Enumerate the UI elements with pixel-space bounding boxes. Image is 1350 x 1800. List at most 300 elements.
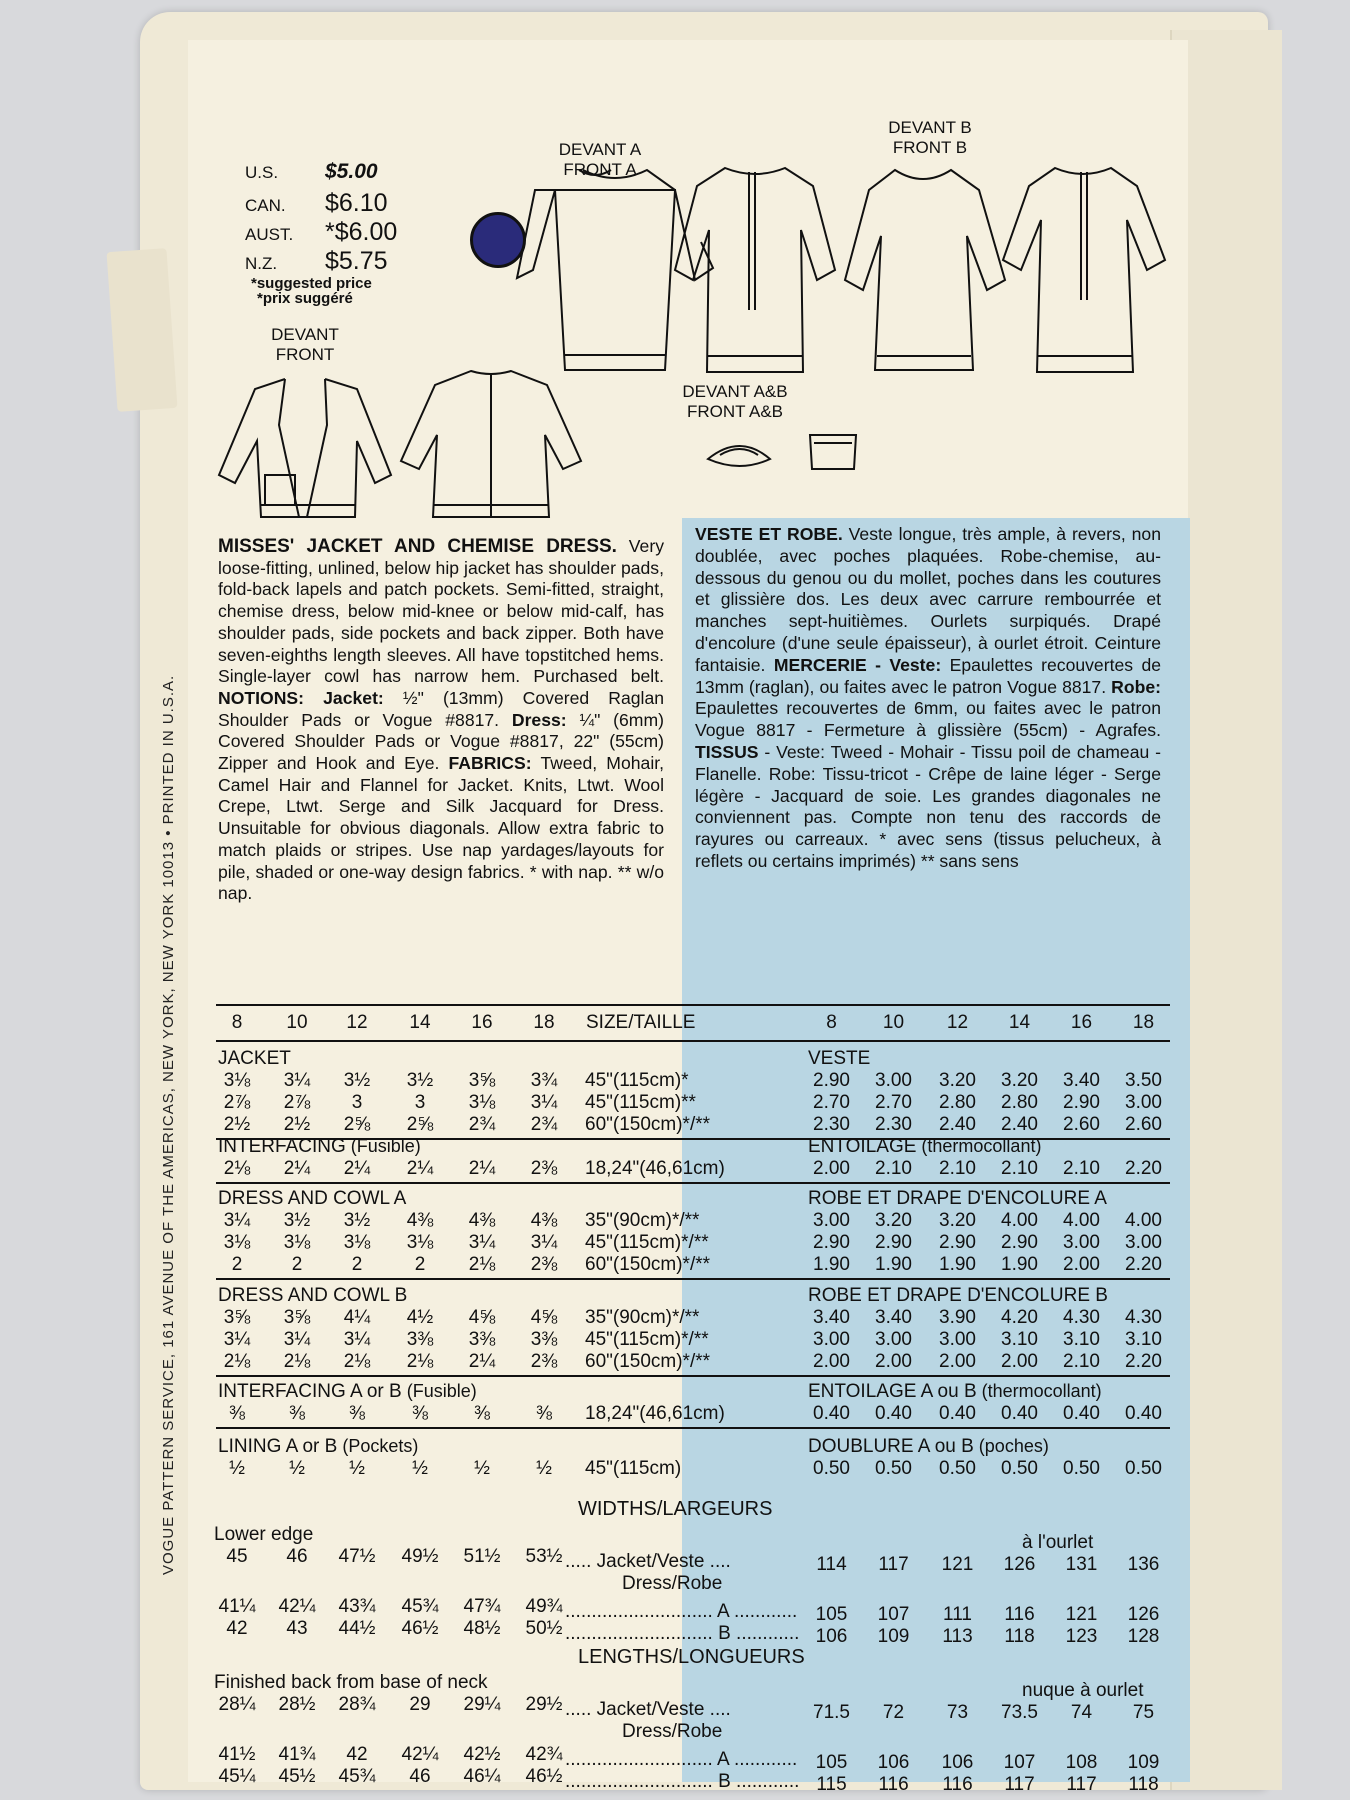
yardage-metric: 2.90 [939, 1232, 976, 1253]
fabric-width: 45"(115cm)*/** [585, 1232, 709, 1253]
measure-metric: 116 [942, 1774, 973, 1795]
measure-title: LENGTHS/LONGUEURS [578, 1646, 805, 1668]
yardage-us: 2⅝ [343, 1114, 371, 1135]
yardage-us: 3⅝ [468, 1070, 496, 1091]
measure-us: 28½ [278, 1694, 316, 1715]
measure-dress-label: Dress/Robe [622, 1573, 723, 1594]
measure-metric: 72 [882, 1702, 905, 1723]
measure-us: 29 [409, 1694, 431, 1715]
section-name-fr [808, 1436, 1049, 1458]
notions-dress-label: Dress: [511, 709, 567, 730]
measure-metric: 105 [815, 1604, 848, 1625]
price-row-aust [245, 218, 397, 247]
yardage-us: 3¼ [223, 1329, 251, 1350]
yardage-metric: 2.80 [1001, 1092, 1038, 1113]
size-header-label: SIZE/TAILLE [586, 1012, 696, 1033]
section-name-fr [808, 1048, 870, 1070]
fabrics: Tweed, Mohair, Camel Hair and Flannel for Jacket. Knits, Ltwt. Wool Crepe, Ltwt. Serge and Silk Jacquard for Dress. Unsuitable for obvious diagonals. Allow extra fabric to match plaids or stripes. Use nap yardages/layouts for pile, shaded or one-way design fabrics. * with nap. ** w/o nap. [218, 753, 665, 904]
fabric-width: 60"(150cm)*/** [585, 1351, 711, 1372]
section-title-fr: ROBE ET DRAPE D'ENCOLURE A [808, 1188, 1107, 1209]
price-block [245, 160, 397, 306]
yardage-metric: 2.40 [1001, 1114, 1038, 1135]
measure-metric: 106 [815, 1626, 848, 1647]
measure-metric: 109 [877, 1626, 910, 1647]
section-title-en: DRESS AND COWL A [218, 1188, 407, 1209]
section-suffix-fr: (thermocollant) [916, 1136, 1042, 1156]
yardage-metric: 0.40 [813, 1403, 850, 1424]
measure-metric: 111 [943, 1604, 972, 1625]
yardage-us: 2⅛ [468, 1254, 496, 1275]
yardage-us: 4⅜ [468, 1210, 496, 1231]
country: AUST. [245, 225, 294, 244]
yardage-us: 2 [351, 1254, 363, 1275]
yardage-us: 3¼ [283, 1329, 311, 1350]
yardage-us: 3⅜ [406, 1329, 434, 1350]
yardage-metric: 2.20 [1125, 1254, 1162, 1275]
measure-us: 41¼ [218, 1596, 256, 1617]
measure-subtitle-fr: à l'ourlet [1022, 1532, 1094, 1553]
price-note-en: *suggested price [251, 275, 372, 292]
yardage-us: 2¼ [406, 1158, 434, 1179]
size-header-metric: 10 [882, 1012, 905, 1033]
yardage-us: 3⅜ [468, 1329, 496, 1350]
measure-metric: 126 [1003, 1554, 1036, 1575]
yardage-us: ⅜ [536, 1403, 552, 1424]
measure-us: 42½ [463, 1744, 501, 1765]
measure-metric: 109 [1127, 1752, 1160, 1773]
yardage-us: 2⅞ [223, 1092, 251, 1113]
yardage-metric: 3.40 [875, 1307, 912, 1328]
yardage-metric: 3.20 [1001, 1070, 1038, 1091]
yardage-metric: 0.50 [1125, 1458, 1162, 1479]
measure-us: 47¾ [463, 1596, 501, 1617]
yardage-metric: 3.00 [813, 1210, 850, 1231]
section-title-fr: VESTE [808, 1048, 871, 1069]
price-row-can [245, 189, 397, 218]
devant-label: DEVANT [271, 325, 339, 344]
section-name-en [218, 1188, 406, 1210]
measure-metric: 113 [942, 1626, 973, 1647]
measure-us: 42 [226, 1618, 248, 1639]
yardage-us: 2⅛ [283, 1351, 311, 1372]
yardage-metric: 1.90 [875, 1254, 912, 1275]
measure-us: 29¼ [463, 1694, 501, 1715]
measure-us: 46 [286, 1546, 308, 1567]
mercerie-veste: Epaulettes recouvertes de 13mm (raglan), ou faites avec le patron Vogue 8817. [695, 654, 1162, 697]
notions-jacket: ½" (13mm) Covered Raglan Shoulder Pads or Vogue #8817. [218, 687, 665, 730]
yardage-us: 2 [231, 1254, 243, 1275]
dress-illustrations [515, 150, 1175, 380]
measure-us: 46 [409, 1766, 431, 1787]
fabrics-label: FABRICS: [448, 753, 532, 774]
measure-row-label: ............................ A ............ [565, 1749, 798, 1770]
yardage-metric: 0.40 [1063, 1403, 1100, 1424]
yardage-us: 3¾ [530, 1070, 558, 1091]
measure-title: WIDTHS/LARGEURS [578, 1498, 773, 1520]
country: U.S. [245, 163, 279, 182]
jacket-front-drawing [219, 379, 391, 517]
measure-us: 45 [226, 1546, 248, 1567]
size-header-us: 14 [409, 1012, 431, 1033]
yardage-us: 3¼ [530, 1092, 558, 1113]
yardage-us: ½ [536, 1458, 552, 1479]
measure-us: 45¾ [401, 1596, 439, 1617]
front-ab-label: FRONT A&B [686, 402, 784, 421]
yardage-metric: 3.00 [939, 1329, 976, 1350]
measure-us: 42¼ [278, 1596, 316, 1617]
yardage-metric: 3.10 [1001, 1329, 1038, 1350]
yardage-us: 3⅛ [406, 1232, 434, 1253]
yardage-metric: 2.90 [875, 1232, 912, 1253]
measure-row-label: ............................ B ............ [565, 1771, 800, 1792]
size-header-us: 10 [286, 1012, 308, 1033]
measure-row-label: ..... Jacket/Veste .... [565, 1699, 731, 1720]
yardage-metric: 1.90 [939, 1254, 976, 1275]
yardage-us: 3⅝ [283, 1307, 311, 1328]
yardage-metric: 3.10 [1063, 1329, 1100, 1350]
yardage-us: 3½ [406, 1070, 434, 1091]
yardage-us: 2⅝ [406, 1114, 434, 1135]
yardage-us: ⅜ [349, 1403, 365, 1424]
yardage-us: 2¼ [343, 1158, 371, 1179]
yardage-metric: 3.90 [939, 1307, 976, 1328]
measure-us: 45¼ [218, 1766, 256, 1787]
section-suffix-fr: (poches) [973, 1436, 1049, 1456]
measure-us: 44½ [338, 1618, 376, 1639]
section-name-fr [808, 1285, 1108, 1307]
price-note-fr: *prix suggéré [257, 290, 353, 307]
size-header-us: 16 [471, 1012, 493, 1033]
measure-subtitle-en: Lower edge [214, 1524, 314, 1545]
section-name-en [218, 1436, 418, 1458]
front-a-label: FRONT A [563, 160, 637, 179]
yardage-us: 2⅛ [406, 1351, 434, 1372]
yardage-metric: 3.00 [813, 1329, 850, 1350]
yardage-us: 2¾ [468, 1114, 496, 1135]
dress-b-front-drawing [845, 170, 1005, 370]
measure-metric: 74 [1070, 1702, 1093, 1723]
yardage-metric: 2.10 [1063, 1351, 1100, 1372]
measure-row-label: ............................ B ............ [565, 1623, 800, 1644]
measure-us: 28¼ [218, 1694, 256, 1715]
fabric-width: 60"(150cm)*/** [585, 1254, 711, 1275]
measure-row-label: ............................ A ............ [565, 1601, 798, 1622]
yardage-metric: 2.10 [1001, 1158, 1038, 1179]
price-row-us [245, 160, 397, 189]
measure-us: 53½ [525, 1546, 563, 1567]
measure-us: 42¾ [525, 1744, 563, 1765]
yardage-us: 3½ [343, 1210, 371, 1231]
yardage-metric: 3.20 [875, 1210, 912, 1231]
measure-row-label: ..... Jacket/Veste .... [565, 1551, 731, 1572]
yardage-us: 2⅛ [223, 1351, 251, 1372]
fabric-width: 18,24"(46,61cm) [585, 1158, 725, 1179]
description-fr-body: Veste longue, très ample, à revers, non doublée, avec poches plaquées. Robe-chemise, au-dessous du genou ou du mollet, poches dans les coutures et glissière dos. Les deux avec carrure rembourrée et manches sept-huitièmes. Ourlets surpiqués. Drapé d'encolure (d'une seule épaisseur), à ourlet étroit. Ceinture fantaisie. [695, 524, 1161, 675]
yardage-us: 2½ [223, 1114, 251, 1135]
yardage-metric: 3.20 [939, 1210, 976, 1231]
yardage-metric: 2.90 [1001, 1232, 1038, 1253]
measure-metric: 121 [1065, 1604, 1098, 1625]
yardage-metric: 2.10 [875, 1158, 912, 1179]
yardage-us: ⅜ [289, 1403, 305, 1424]
yardage-metric: 0.50 [875, 1458, 912, 1479]
measure-us: 47½ [338, 1546, 376, 1567]
devant-a-label: DEVANT A [558, 140, 642, 159]
measure-metric: 121 [941, 1554, 974, 1575]
yardage-metric: 2.60 [1063, 1114, 1100, 1135]
notions-jacket-label: Jacket: [323, 687, 384, 708]
yardage-us: 4⅝ [530, 1307, 558, 1328]
size-header-metric: 12 [946, 1012, 969, 1033]
yardage-metric: 2.00 [1063, 1254, 1100, 1275]
amount: $6.10 [325, 189, 388, 217]
yardage-metric: 4.00 [1063, 1210, 1100, 1231]
notions-label: NOTIONS: [218, 687, 305, 708]
measure-dress-label: Dress/Robe [622, 1721, 723, 1742]
yardage-metric: 3.40 [1063, 1070, 1100, 1091]
yardage-metric: 4.30 [1063, 1307, 1100, 1328]
yardage-us: 2½ [283, 1114, 311, 1135]
cowl-belt-illustrations [700, 425, 870, 475]
yardage-metric: 1.90 [1001, 1254, 1038, 1275]
yardage-metric: 2.00 [813, 1158, 850, 1179]
measure-metric: 114 [816, 1554, 847, 1575]
section-suffix-fr: (thermocollant) [976, 1381, 1102, 1401]
measure-metric: 117 [1004, 1774, 1035, 1795]
measure-metric: 75 [1132, 1702, 1155, 1723]
size-header-us: 8 [231, 1012, 243, 1033]
yardage-us: 4¼ [343, 1307, 371, 1328]
fabric-width: 18,24"(46,61cm) [585, 1403, 725, 1424]
description-en [218, 536, 664, 905]
yardage-metric: 3.00 [875, 1329, 912, 1350]
measure-metric: 131 [1065, 1554, 1098, 1575]
measure-subtitle-en: Finished back from base of neck [214, 1672, 488, 1693]
section-name-en [218, 1048, 291, 1070]
yardage-metric: 3.50 [1125, 1070, 1162, 1091]
measure-metric: 115 [816, 1774, 847, 1795]
view-label-ab [665, 382, 805, 422]
yardage-metric: 2.40 [939, 1114, 976, 1135]
measure-metric: 128 [1127, 1626, 1160, 1647]
measure-us: 46¼ [463, 1766, 501, 1787]
yardage-metric: 3.40 [813, 1307, 850, 1328]
table-rule-top [216, 1004, 1170, 1006]
fabric-width: 45"(115cm)*/** [585, 1329, 709, 1350]
yardage-us: 3½ [343, 1070, 371, 1091]
measure-us: 51½ [463, 1546, 501, 1567]
yardage-us: ⅜ [229, 1403, 245, 1424]
yardage-us: ⅜ [474, 1403, 490, 1424]
section-name-en [218, 1136, 421, 1158]
yardage-us: 3⅛ [223, 1070, 251, 1091]
measure-us: 46½ [401, 1618, 439, 1639]
yardage-metric: 2.30 [813, 1114, 850, 1135]
section-rule [216, 1375, 1170, 1377]
table-rule-header [216, 1040, 1170, 1042]
yardage-metric: 2.90 [813, 1070, 850, 1091]
size-header-us: 18 [533, 1012, 555, 1033]
section-suffix-en: (Fusible) [345, 1136, 421, 1156]
size-header-metric: 18 [1132, 1012, 1155, 1033]
yardage-metric: 2.00 [939, 1351, 976, 1372]
measure-metric: 116 [1004, 1604, 1035, 1625]
measure-us: 28¾ [338, 1694, 376, 1715]
dress-a-back-drawing [675, 168, 835, 372]
measure-subtitle-fr: nuque à ourlet [1022, 1680, 1144, 1701]
mercerie-robe-label: Robe: [1111, 676, 1162, 697]
mercerie-label: MERCERIE - Veste: [773, 654, 942, 675]
measure-us: 48½ [463, 1618, 501, 1639]
section-name-fr [808, 1188, 1107, 1210]
yardage-us: 3¼ [343, 1329, 371, 1350]
measure-us: 50½ [525, 1618, 563, 1639]
yardage-metric: 2.70 [875, 1092, 912, 1113]
yardage-us: ⅜ [412, 1403, 428, 1424]
yardage-us: 4⅜ [406, 1210, 434, 1231]
yardage-metric: 4.20 [1001, 1307, 1038, 1328]
yardage-us: 2⅜ [530, 1254, 558, 1275]
yardage-us: 4⅝ [468, 1307, 496, 1328]
dress-a-front-drawing [517, 170, 713, 370]
yardage-metric: 3.00 [1125, 1092, 1162, 1113]
section-title-fr: ENTOILAGE [808, 1136, 917, 1157]
yardage-us: 3⅜ [530, 1329, 558, 1350]
yardage-us: 3 [351, 1092, 363, 1113]
yardage-us: 2¼ [283, 1158, 311, 1179]
yardage-us: ½ [229, 1458, 245, 1479]
measure-metric: 106 [877, 1752, 910, 1773]
country: N.Z. [245, 254, 278, 273]
devant-ab-label: DEVANT A&B [682, 382, 788, 401]
yardage-metric: 3.10 [1125, 1329, 1162, 1350]
fabric-width: 45"(115cm)** [585, 1092, 696, 1113]
yardage-metric: 4.00 [1001, 1210, 1038, 1231]
yardage-metric: 0.40 [1001, 1403, 1038, 1424]
section-title-en: DRESS AND COWL B [218, 1285, 408, 1306]
measure-metric: 117 [1066, 1774, 1097, 1795]
yardage-metric: 0.50 [939, 1458, 976, 1479]
measure-us: 42¼ [401, 1744, 439, 1765]
section-title-en: JACKET [218, 1048, 291, 1069]
measure-metric: 126 [1127, 1604, 1160, 1625]
measure-metric: 105 [815, 1752, 848, 1773]
yardage-metric: 2.20 [1125, 1351, 1162, 1372]
yardage-us: 3¼ [223, 1210, 251, 1231]
yardage-metric: 2.30 [875, 1114, 912, 1135]
measure-us: 45¾ [338, 1766, 376, 1787]
dress-b-back-drawing [1003, 168, 1165, 372]
section-rule [216, 1182, 1170, 1184]
yardage-us: 2⅜ [530, 1158, 558, 1179]
measure-us: 49½ [401, 1546, 439, 1567]
yardage-metric: 2.90 [1063, 1092, 1100, 1113]
yardage-metric: 4.30 [1125, 1307, 1162, 1328]
measure-metric: 123 [1065, 1626, 1098, 1647]
yardage-metric: 0.50 [813, 1458, 850, 1479]
yardage-us: 3¼ [530, 1232, 558, 1253]
front-label: FRONT [275, 345, 335, 364]
yardage-metric: 4.00 [1125, 1210, 1162, 1231]
yardage-us: ½ [289, 1458, 305, 1479]
size-header-metric: 16 [1070, 1012, 1093, 1033]
amount: $5.75 [325, 247, 388, 275]
yardage-us: 2¼ [468, 1158, 496, 1179]
yardage-us: 2⅜ [530, 1351, 558, 1372]
yardage-us: 2¼ [468, 1351, 496, 1372]
yardage-us: ½ [349, 1458, 365, 1479]
yardage-metric: 3.20 [939, 1070, 976, 1091]
section-title-fr: ROBE ET DRAPE D'ENCOLURE B [808, 1285, 1108, 1306]
yardage-metric: 2.80 [939, 1092, 976, 1113]
jacket-back-drawing [401, 371, 581, 517]
measure-us: 43¾ [338, 1596, 376, 1617]
yardage-us: 3⅛ [343, 1232, 371, 1253]
description-body: Very loose-fitting, unlined, below hip jacket has shoulder pads, fold-back lapels and patch pockets. Semi-fitted, straight, chemise dress, below mid-knee or below mid-calf, has shoulder pads, side pockets and back zipper. Both have seven-eighths length sleeves. All have topstitched hems. Single-layer cowl has narrow hem. Purchased belt. [218, 536, 664, 687]
yardage-us: 3⅝ [223, 1307, 251, 1328]
measure-us: 41¾ [278, 1744, 316, 1765]
jacket-illustrations [215, 365, 595, 525]
yardage-us: ½ [412, 1458, 428, 1479]
yardage-us: 3⅛ [283, 1232, 311, 1253]
section-suffix-en: (Fusible) [401, 1381, 477, 1401]
section-rule [216, 1427, 1170, 1429]
section-title-en: LINING A or B [218, 1436, 338, 1457]
section-name-fr [808, 1381, 1102, 1403]
description-fr-title: VESTE ET ROBE. [695, 524, 843, 544]
yardage-us: 2⅛ [223, 1158, 251, 1179]
yardage-us: 2⅛ [343, 1351, 371, 1372]
section-name-en [218, 1381, 477, 1403]
yardage-metric: 2.00 [875, 1351, 912, 1372]
yardage-metric: 0.50 [1063, 1458, 1100, 1479]
front-b-label: FRONT B [892, 138, 968, 157]
amount: *$6.00 [325, 218, 398, 246]
yardage-us: 3¼ [468, 1232, 496, 1253]
size-header-metric: 8 [826, 1012, 837, 1033]
measure-us: 45½ [278, 1766, 316, 1787]
view-label-jacket [255, 325, 355, 365]
measure-metric: 73 [946, 1702, 969, 1723]
yardage-us: 3¼ [283, 1070, 311, 1091]
tissus-label: TISSUS [695, 741, 759, 762]
belt-drawing [810, 435, 856, 469]
mercerie-robe: Epaulettes recouvertes de 6mm, ou faites avec le patron Vogue 8817 - Fermeture à glissière (55cm) - Agrafes. [695, 698, 1161, 741]
measure-us: 46½ [525, 1766, 563, 1787]
yardage-metric: 3.00 [1063, 1232, 1100, 1253]
yardage-us: 2¾ [530, 1114, 558, 1135]
amount: $5.00 [325, 160, 378, 183]
yardage-us: 3 [414, 1092, 426, 1113]
section-name-en [218, 1285, 407, 1307]
measure-us: 29½ [525, 1694, 563, 1715]
description-fr [695, 524, 1161, 873]
yardage-metric: 2.90 [813, 1232, 850, 1253]
yardage-metric: 0.50 [1001, 1458, 1038, 1479]
yardage-us: 2⅞ [283, 1092, 311, 1113]
yardage-metric: 2.10 [939, 1158, 976, 1179]
yardage-us: 3⅛ [223, 1232, 251, 1253]
fabric-width: 45"(115cm) [585, 1458, 682, 1479]
size-header-us: 12 [346, 1012, 368, 1033]
section-rule [216, 1278, 1170, 1280]
yardage-metric: 2.70 [813, 1092, 850, 1113]
fabric-width: 45"(115cm)* [585, 1070, 689, 1091]
measure-metric: 71.5 [813, 1702, 850, 1723]
country: CAN. [245, 196, 286, 215]
measure-metric: 116 [878, 1774, 909, 1795]
yardage-us: 3⅛ [468, 1092, 496, 1113]
